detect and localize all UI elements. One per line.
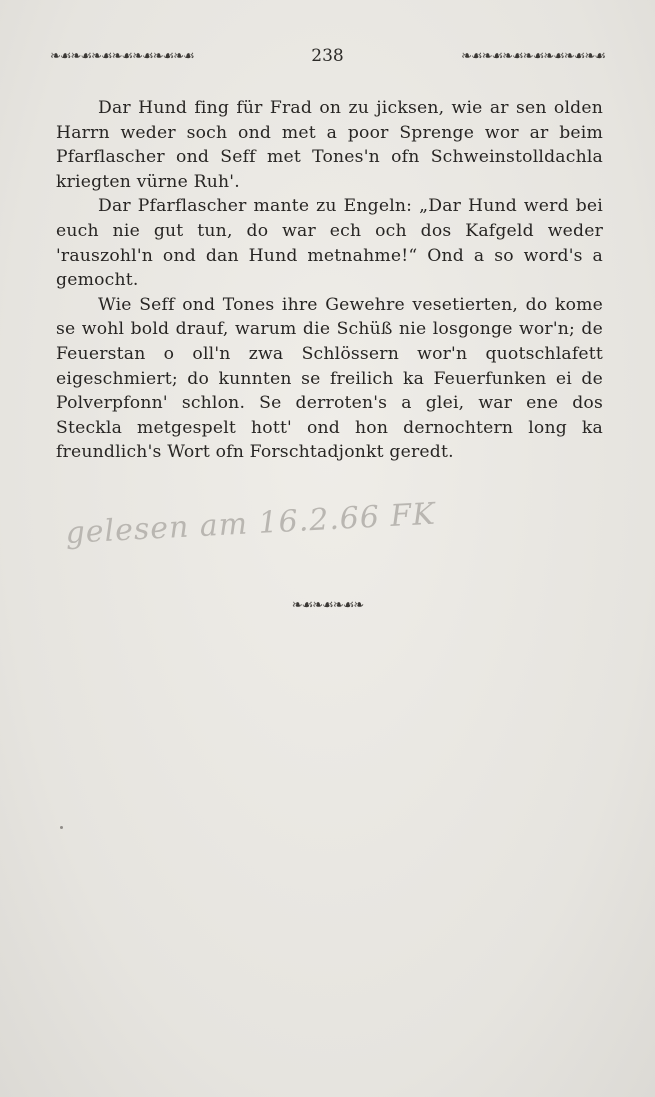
page-header bbox=[50, 44, 605, 68]
paragraph-3: Wie Seff ond Tones ihre Gewehre vesetierten, do kome se wohl bold drauf, warum die Schüß nie losgonge wor'n; de Feuerstan o oll'n zwa Schlössern wor'n quotschlafett eigeschmiert; do kunnten se freilich ka Feuerfunken ei de Polverpfonn' schlon. Se derroten's a glei, war ene dos Steckla metgespelt hott' ond hon dernochtern long ka freundlich's Wort ofn Forschtadjonkt geredt. bbox=[56, 294, 603, 463]
end-ornament-glyphs: ❧☙❧☙❧☙❧ bbox=[291, 598, 364, 613]
end-ornament bbox=[0, 594, 655, 613]
paragraph-2: Dar Pfarflascher mante zu Engeln: „Dar Hund werd bei euch nie gut tun, do war ech och dos Kafgeld weder 'rauszohl'n ond dan Hund metnahme!“ Ond a so word's a gemocht. bbox=[56, 196, 603, 291]
header-ornament-left: ❧☙❧☙❧☙❧☙❧☙❧☙❧☙ bbox=[50, 48, 194, 64]
handwritten-note: gelesen am 16.2.66 FK bbox=[64, 496, 437, 551]
paragraph-1: Dar Hund fing für Frad on zu jicksen, wie ar sen olden Harrn weder soch ond met a poor Sprenge wor ar beim Pfarflascher ond Seff met Tones'n ofn Schweinstolldachla kriegten vürne Ruh'. bbox=[56, 98, 603, 192]
page-body-text bbox=[56, 96, 603, 465]
page-number: 238 bbox=[311, 46, 344, 66]
paper-speck bbox=[60, 826, 63, 829]
header-ornament-right: ❧☙❧☙❧☙❧☙❧☙❧☙❧☙ bbox=[461, 48, 605, 64]
